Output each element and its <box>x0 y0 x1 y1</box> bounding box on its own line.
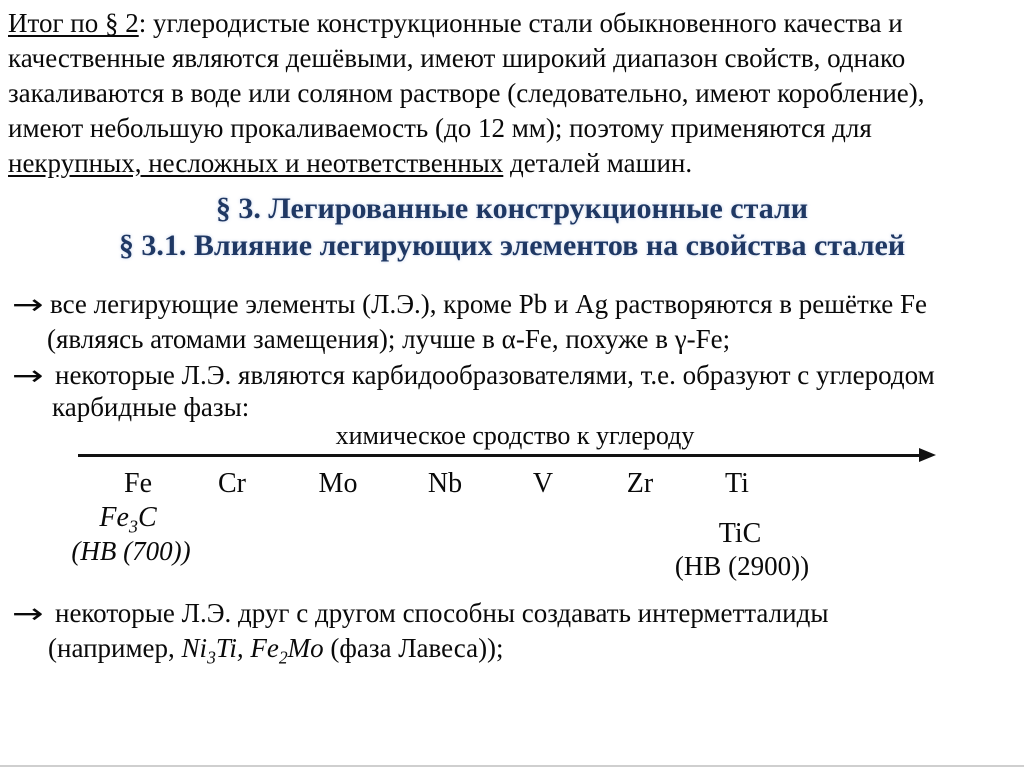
bullet-2-line-2: карбидные фазы: <box>52 392 250 422</box>
element-zr: Zr <box>626 468 654 499</box>
intro-line-2: качественные являются дешёвыми, имеют широкий диапазон свойств, однако <box>8 43 906 73</box>
fe3c-formula <box>99 502 157 537</box>
tic-hardness: (HB (2900)) <box>674 551 810 581</box>
fe3c-subscript: 3 <box>128 516 138 537</box>
subsection-title: § 3.1. Влияние легирующих элементов на свойства сталей <box>118 229 906 262</box>
fe2mo-subscript: 2 <box>278 647 288 668</box>
element-cr: Cr <box>218 468 246 499</box>
tic-formula: TiC <box>718 518 762 549</box>
ni3ti-formula <box>181 633 237 668</box>
bullet-3-line-2-prefix: (например, <box>48 633 182 663</box>
right-arrowhead-icon <box>919 448 936 462</box>
ni3ti-base: Ni <box>181 633 208 663</box>
intro-line-1-rest: : углеродистые конструкционные стали обыкновенного качества и <box>138 8 903 38</box>
intro-line-1 <box>8 6 925 41</box>
formula-separator: , <box>236 633 251 663</box>
intro-line-4: имеют небольшую прокаливаемость (до 12 мм); поэтому применяются для <box>8 113 872 143</box>
bullet-arrow-icon: → <box>12 597 44 630</box>
intro-line-5 <box>8 146 925 181</box>
intro-paragraph <box>8 6 925 181</box>
bullet-1-line-2: (являясь атомами замещения); лучше в α-Fe, похуже в γ-Fe; <box>47 324 731 354</box>
intro-tail-underlined: некрупных, несложных и неответственных <box>8 148 504 178</box>
section-title: § 3. Легированные конструкционные стали <box>215 192 809 225</box>
element-v: V <box>532 468 554 499</box>
element-ti: Ti <box>725 468 749 499</box>
bullet-arrow-icon: → <box>12 288 44 321</box>
fe2mo-formula <box>250 633 324 668</box>
intro-line-5-rest: деталей машин. <box>503 148 693 178</box>
intro-lead-underlined: Итог по § 2 <box>8 8 139 38</box>
bullet-1-line-1: все легирующие элементы (Л.Э.), кроме Pb и Ag растворяются в решётке Fe <box>50 289 928 319</box>
bullet-3-line-1: некоторые Л.Э. друг с другом способны создавать интерметталиды <box>55 598 829 628</box>
element-fe: Fe <box>124 468 152 499</box>
fe3c-hardness: (HB (700)) <box>71 536 191 566</box>
element-nb: Nb <box>427 468 463 499</box>
bullet-arrow-icon: → <box>12 359 44 392</box>
intro-line-3: закаливаются в воде или соляном растворе (следовательно, имеют коробление), <box>8 78 925 108</box>
bullet-3-line-2-suffix: (фаза Лавеса)); <box>323 633 504 663</box>
bullet-2-line-1: некоторые Л.Э. являются карбидообразователями, т.е. образуют с углеродом <box>55 360 935 390</box>
affinity-axis-label: химическое сродство к углероду <box>335 421 695 450</box>
fe2mo-base: Fe <box>250 633 279 663</box>
fe3c-tail: C <box>137 502 157 533</box>
affinity-axis-arrow <box>78 448 936 462</box>
ni3ti-subscript: 3 <box>207 647 216 668</box>
bullet-3-line-2 <box>48 631 504 666</box>
fe2mo-tail: Mo <box>287 633 324 663</box>
arrow-shaft <box>78 454 921 457</box>
section-heading <box>0 190 1024 264</box>
element-mo: Mo <box>318 468 358 499</box>
ni3ti-tail: Ti <box>215 633 237 663</box>
fe3c-base: Fe <box>99 502 129 533</box>
